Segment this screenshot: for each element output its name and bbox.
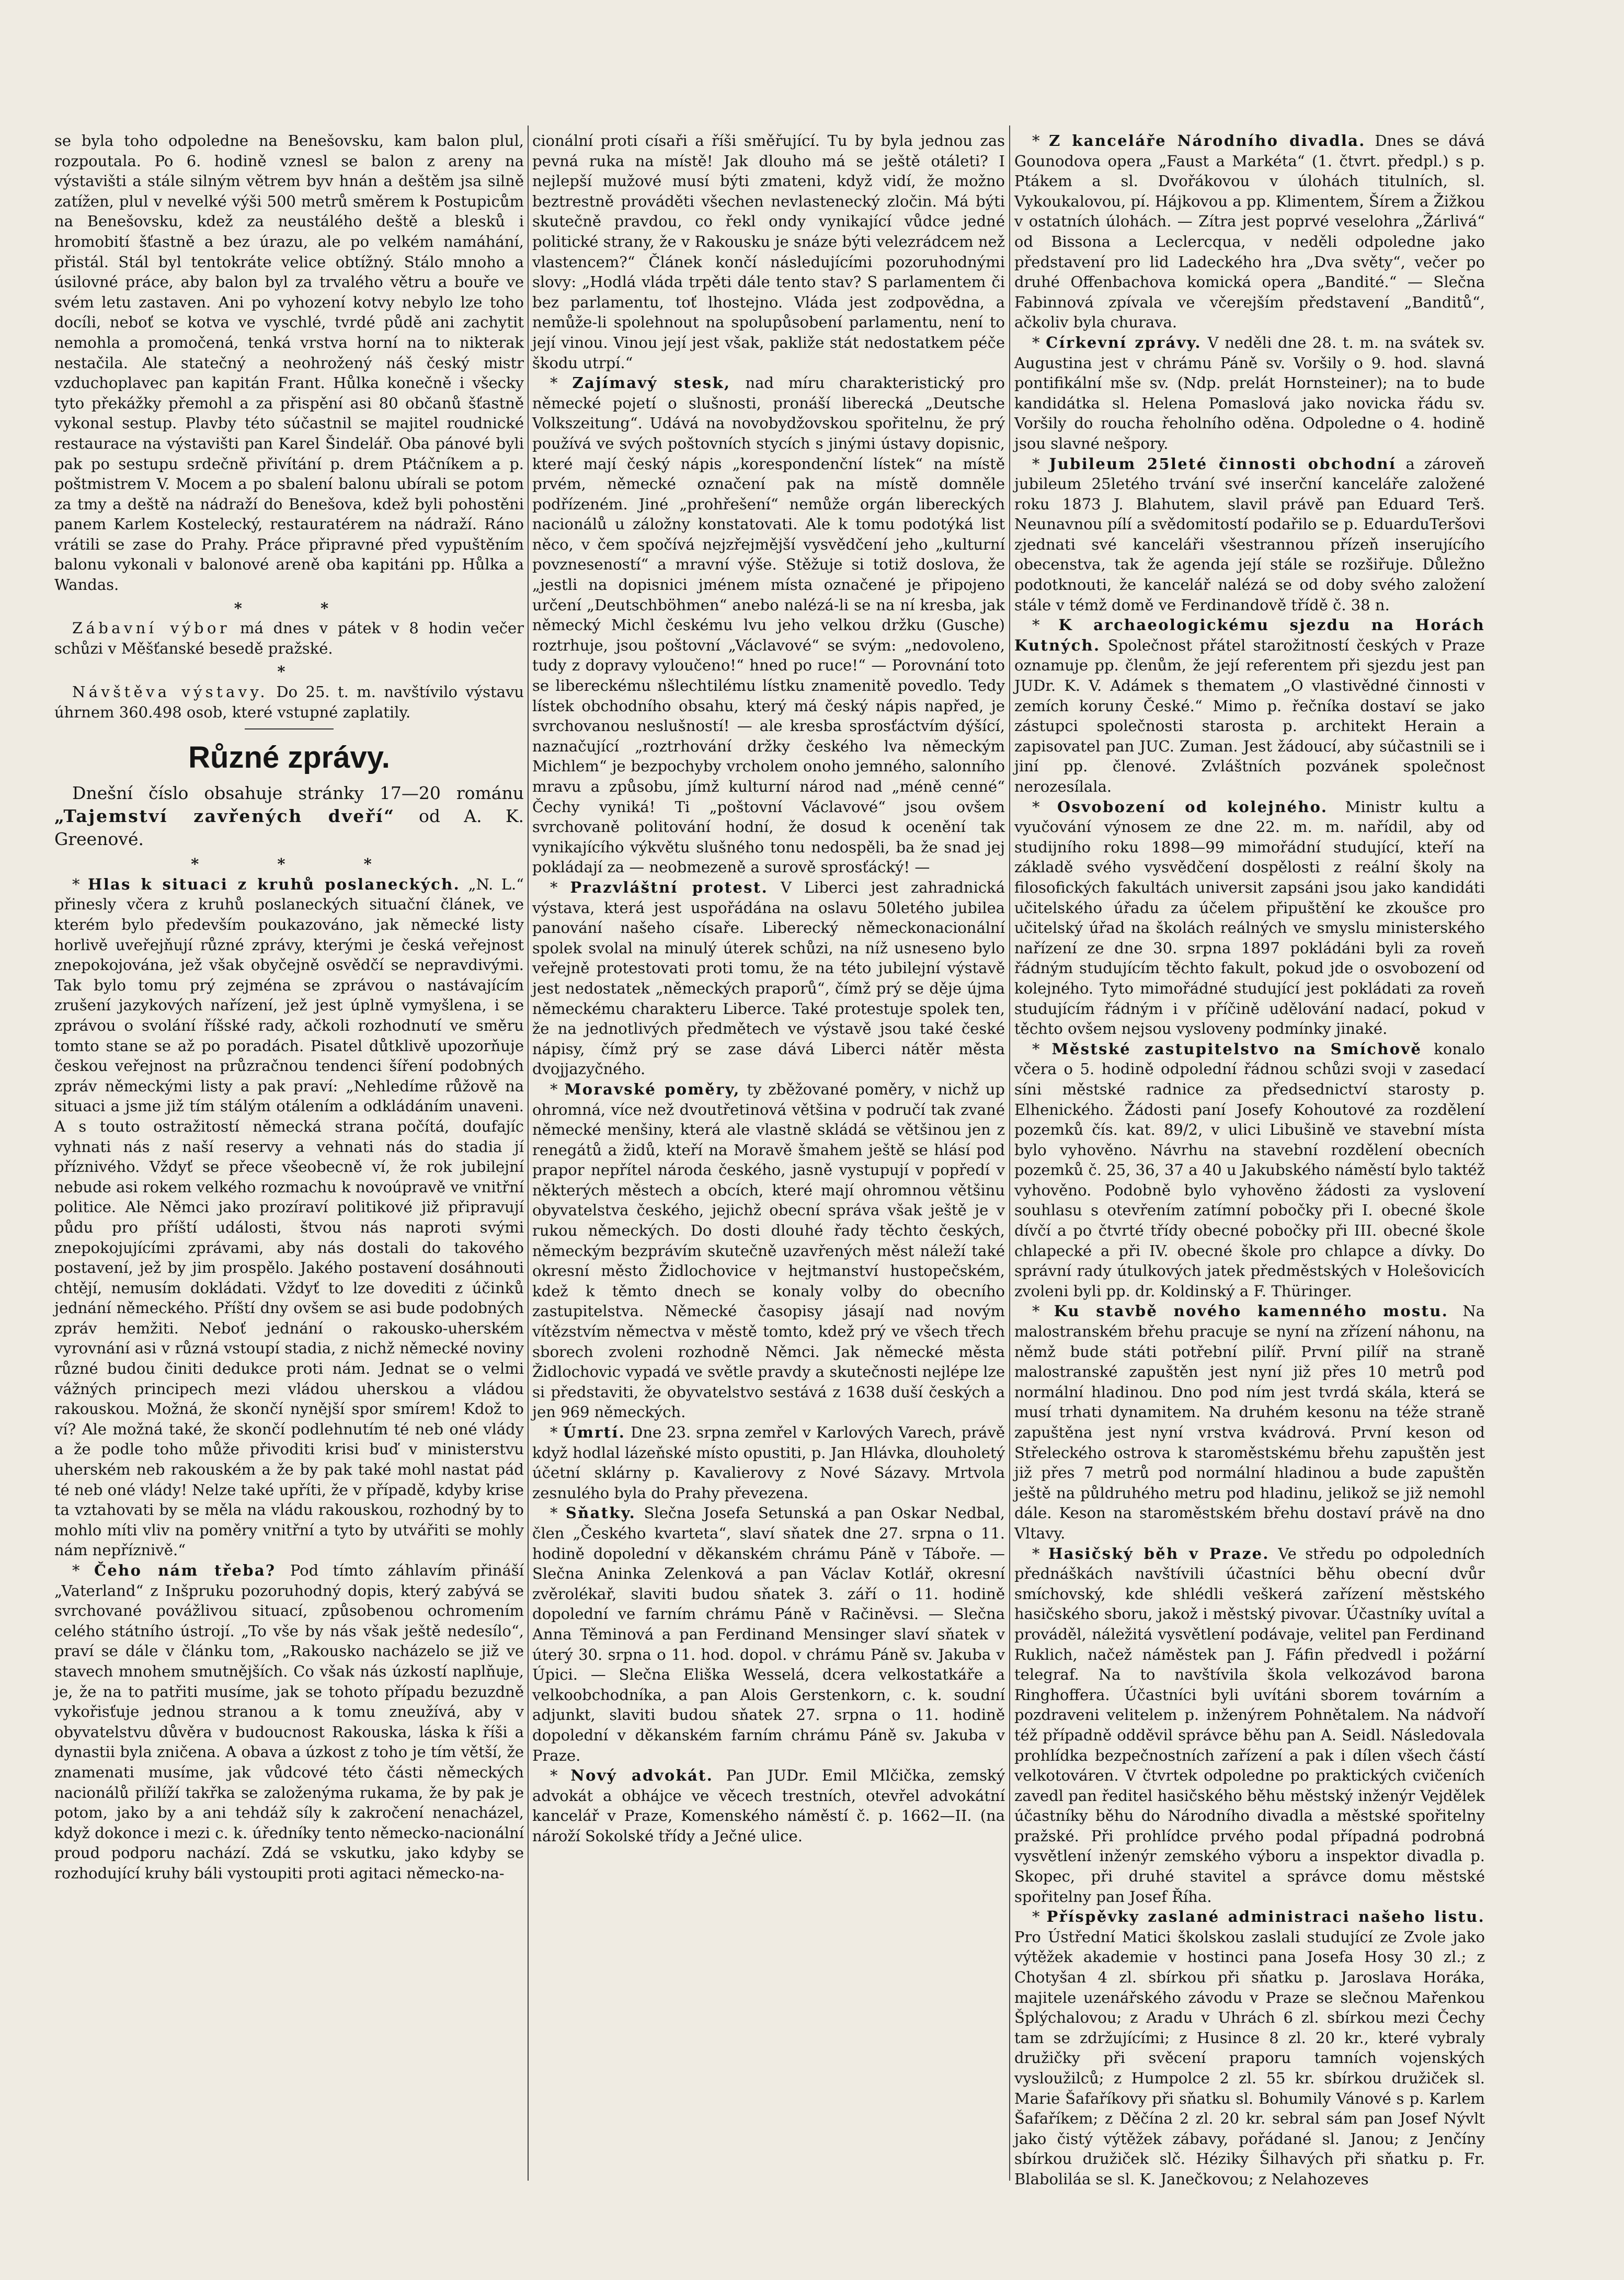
article-heading: Hlas k situaci z kruhů poslaneckých. xyxy=(87,875,460,893)
notice-exhibition-attendance xyxy=(54,682,524,722)
article-obituary: * Úmrtí. Dne 23. srpna zemřel v Karlových Varech, právě když hodlal lázeňské místo opustiti, p. Jan Hlávka, dlouholetý účetní sklárny p. Kavalierovy z Nové Sázavy. Mrtvola zesnulého byla do Prahy převezena. xyxy=(532,1423,1005,1502)
article-text: Pro Ústřední Matici školskou zaslali studující ze Zvole jako výtěžek akademie v hostinci pana Josefa Hosy 30 zl.; z Chotyšan 4 zl. sbírkou při sňatku p. Jaroslava Horáka, majitele uzenářského závodu v Praze se slečnou Mařenkou Šplýchalovou; z Aradu v Uhrách 6 zl. sbírkou mezi Čechy tam se zdržujícími; z Husince 8 zl. 20 kr., které vybraly družičky při svěcení praporu tamních vojenských vysloužilců; z Humpolce 2 zl. 55 kr. sbírkou družiček sl. Marie Šafaříkovy při sňatku sl. Bohumily Vánové s p. Karlem Šafaříkem; z Děčína 2 zl. 20 kr. sebral sám pan Josef Nývlt jako čistý výtěžek zábavy, pořádané sl. Janou; z Jenčíny sbírkou družiček slč. Héziky Šilhavých při sňatku p. Fr. Blaboliláa se sl. K. Janečkovou; z Nelahozeves xyxy=(1014,1928,1485,2188)
article-text: konalo včera o 5. hodině odpolední řádnou schůzi svoji v zasedací síni městské radnice za předsednictví starosty p. Elhenického. Žádosti paní Josefy Kohoutové za rozdělení pozemků čís. kat. 89/2, v ulici Libušině ve stavební místa bylo vyhověno. Návrhu na stavební rozdělení obecních pozemků č. 25, 36, 37 a 40 u Jakubského náměstí bylo taktéž vyhověno. Podobně bylo vyhověno žádosti za vyslovení souhlasu s otevřením zatímní pobočky při I. obecné škole dívčí a po čtvrté třídy obecné pobočky při III. obecné škole chlapecké a při IV. obecné škole pro chlapce a dívky. Do správní rady útulkových jatek předměstských v Holešovicích zvoleni byli pp. dr. Koldinský a F. Thüringer. xyxy=(1014,1040,1485,1300)
article-text: V Liberci jest zahradnická výstava, která jest uspořádána na oslavu 50letého jubilea panování našeho císaře. Liberecký německonacionální spolek svolal na minulý úterek schůzi, na níž usneseno bylo veřejně protestovati proti tomu, že na této jubilejní výstavě jest nedostatek „německých praporů“, čímž prý se děje újma německému charakteru Liberce. Také protestuje spolek ten, že na jednotlivých předmětech ve výstavě jsou také české nápisy, čímž prý se zase dává Liberci nátěr města dvojjazyčného. xyxy=(532,878,1005,1078)
notice-heading: Návštěva výstavy. xyxy=(72,683,268,701)
article-text: Na malostranském břehu pracuje se nyní na zřízení náhonu, na němž bude státi potřební pilíř. První pilíř na straně malostranské zapuštěn jest nyní již přes 10 metrů pod normální hladinou. Dno pod ním jest tvrdá skála, která se musí trhati dynamitem. Na druhém kesonu na téže straně zapuštěna jest nyní vrstva kvádrová. První keson od Střeleckého ostrova k staroměstskému břehu zapuštěn jest již přes 7 metrů pod normální hladinou a bude zapuštěn ještě na půldruhého metru pod hladinu, jelikož se již nemohl dále. Keson na staroměstském břehu dostaví právě na dno Vltavy. xyxy=(1014,1302,1485,1542)
notice-text: Do 25. t. m. navštívilo výstavu úhrnem 360.498 osob, které vstupné zaplatily. xyxy=(54,683,524,721)
article-new-lawyer: * Nový advokát. Pan JUDr. Emil Mlčička, zemský advokát a obhájce ve věcech trestních, otevřel advokátní kancelář v Praze, Komenského náměstí č. p. 1662—II. (na nároží Sokolské třídy a Ječné ulice. xyxy=(532,1766,1005,1845)
article-archaeology-congress: * K archaeologickému sjezdu na Horách Kutných. Společnost přátel starožitností českých v Praze oznamuje pp. členům, že její referentem při sjezdu jest pan JUDr. K. V. Adámek s thematem „O vlastivědné činnosti v zemích koruny České.“ Mimo p. řečníka dostaví se jako zástupci společnosti starosta p. architekt Herain a zapisovatel pan JUC. Zuman. Jest žádoucí, aby súčastnili se i jiní pp. členové. Zvláštních pozvánek společnost nerozesílala. xyxy=(1014,616,1485,795)
article-text: Společnost přátel starožitností českých v Praze oznamuje pp. členům, že její referentem při sjezdu jest pan JUDr. K. V. Adámek s thematem „O vlastivědné činnosti v zemích koruny České.“ Mimo p. řečníka dostaví se jako zástupci společnosti starosta p. architekt Herain a zapisovatel pan JUC. Zuman. Jest žádoucí, aby súčastnili se i jiní pp. členové. Zvláštních pozvánek společnost nerozesílala. xyxy=(1014,636,1485,795)
article-interesting-complaint: * Zajímavý stesk, nad míru charakteristický pro německé pojetí o slušnosti, pronáší liberecká „Deutsche Volkszeitung“. Udává na novobydžovskou spořitelnu, že prý používá ve svých poštovních stycích s jinými ústavy dopisnic, které mají český nápis „korespondenční lístek“ na místě prvém, německé označení pak na místě domněle podřízeném. Jiné „prohřešení“ nemůže orgán libereckých nacionálů u záložny konstatovati. Ale k tomu podotýká list něco, v čem spočívá nejzřejmější vysvědčení jeho „kulturní povzneseností“ a mravní výše. Stěžuje si totiž doslova, že „jestli na dopisnici jménem místa označené je připojeno určení „Deutschböhmen“ anebo nalézá-li se na ní kresba, jak německý Michl českému lvu jeho velkou držku (Gusche) roztrhuje, jsou poštovní „Václavové“ se svým: „nedovoleno, tudy z dopravy vyloučeno!“ hned po ruce!“ — Porovnání toto se libereckému nšlechtilému lístku znamenitě povedlo. Tedy lístek obchodního obsahu, který má český nápis napřed, je svrchovanou neslušností! — ale kresba sprosťáctvím dýšící, naznačující „roztrhování držky českého lva německým Michlem“ je bezpochyby vrcholem onoho jemného, salonního mravu a způsobu, jímž kulturní národ nad „méně cenné“ Čechy vyniká! Ti „poštovní Václavové“ jsou ovšem svrchovaně politování hodní, že dosud k ocenění tak vynikajícího výkvětu slušného tonu nedospěli, ba že snad jej pokládají za — neobmezeně a surově sprosťácký! — xyxy=(532,374,1005,876)
article-text: V neděli dne 28. t. m. na svátek sv. Augustina jest v chrámu Páně sv. Voršily o 9. hod. slavná pontifikální mše sv. (Ndp. prelát Hornsteiner); na to bude kandidátka sl. Helena Pomaslová jako novicka řádu sv. Voršily do roucha řeholního oděna. Odpoledne o 4. hodině jsou slavné nešpory. xyxy=(1014,333,1485,452)
article-strange-protest: * Prazvláštní protest. V Liberci jest zahradnická výstava, která jest uspořádána na oslavu 50letého jubilea panování našeho císaře. Liberecký německonacionální spolek svolal na minulý úterek schůzi, na níž usneseno bylo veřejně protestovati proti tomu, že na této jubilejní výstavě jest nedostatek „německých praporů“, čímž prý se děje újma německému charakteru Liberce. Také protestuje spolek ten, že na jednotlivých předmětech ve výstavě jsou také české nápisy, čímž prý se zase dává Liberci nátěr města dvojjazyčného. xyxy=(532,878,1005,1078)
article-national-theatre: * Z kanceláře Národního divadla. Dnes se dává Gounodova opera „Faust a Markéta“ (1. čtvrt. předpl.) s p. Ptákem a sl. Dvořákovou v úlohách titulních, sl. Vykoukalovou, pí. Hájkovou a pp. Klimentem, Šírem a Žižkou v ostatních úlohách. — Zítra jest poprvé veselohra „Žárlivá“ od Bissona a Leclercqua, v neděli odpoledne jako představení pro lid Ladeckého hra „Dva světy“, večer po druhé Offenbachova komická opera „Bandité.“ — Slečna Fabinnová zpívala ve včerejším představení „Banditů“, ačkoliv byla churava. xyxy=(1014,132,1485,332)
separator-stars: * * * xyxy=(191,855,408,873)
column-rule xyxy=(1009,126,1010,2181)
novel-title: „Tajemství zavřených dveří“ xyxy=(54,806,395,827)
article-text: Pan JUDr. Emil Mlčička, zemský advokát a obhájce ve věcech trestních, otevřel advokátní kancelář v Praze, Komenského náměstí č. p. 1662—II. (na nároží Sokolské třídy a Ječné ulice. xyxy=(532,1766,1005,1845)
article-what-we-need: * Čeho nám třeba? Pod tímto záhlavím přináší „Vaterland“ z Inšpruku pozoruhodný dopis, který zabývá se svrchované povážlivou situací, způsobenou ochromením celého státního ústrojí. „To vše by nás však ještě nedesílo“, praví se dále v článku tom, „Rakousko nacházelo se již ve stavech mnohem smutnějších. Co však nás úzkostí naplňuje, je, že na to patřiti musíme, jak se tohoto případu bezuzdně vykořisťuje jednou stranou a k tomu zneužívá, aby v obyvatelstvu důvěra v budoucnost Rakouska, láska k říši a dynastii byla zničena. A obava a úzkost z toho je tím větší, že znamenati musíme, jak vůdcové této části německých nacionálů přilíží takřka se založenýma rukama, že by pak je potom, jako by a ani tehdáž síly k zakročení nenacházel, když dokonce i mezi c. k. úředníky tento německo-nacionální proud podporu nachází. Zdá se vskutku, jako kdyby se rozhodující kruhy báli vystoupiti proti agitaci německo-na- xyxy=(54,1561,524,1882)
article-text: Slečna Josefa Setunská a pan Oskar Nedbal, člen „Českého kvarteta“, slaví sňatek dne 27. srpna o 11. hodině dopolední v děkanském chrámu Páně v Táboře. — Slečna Aninka Zelenková a pan Václav Kotlář, okresní zvěrolékař, slaviti budou sňatek 3. září o 11. hodině dopolední ve farním chrámu Páně v Račiněvsi. — Slečna Anna Těminová a pan Ferdinand Mensinger slaví sňatek v úterý 30. srpna o 11. hod. dopol. v chrámu Páně sv. Jakuba v Úpici. — Slečna Eliška Wesselá, dcera velkostatkáře a velkoobchodníka, a pan Alois Gerstenkorn, c. k. soudní adjunkt, slaviti budou sňatek 27. srpna o 11. hodině dopolední v děkanském farním chrámu Páně sv. Jakuba v Praze. xyxy=(532,1504,1005,1764)
article-business-jubilee: * Jubileum 25leté činnosti obchodní a zároveň jubileum 25letého trvání své inserční kanceláře založené roku 1873 J. Blahutem, slavil právě pan Eduard Terš. Neunavnou pílí a svědomitostí podařilo se p. EduarduTeršovi zjednati své kanceláři všestrannou přízeň inserujícího obecenstva, tak že agenda její stále se rozšiřuje. Důležno podotknouti, že kancelář nalézá se od doby svého založení stále v témž domě ve Ferdinandově třídě č. 38 n. xyxy=(1014,454,1485,614)
notice-heading: Zábavní výbor xyxy=(72,619,231,637)
article-text: ty zběžované poměry, v nichž up ohromná, více než dvoutřetinová většina v područí tak zvané německé menšiny, která ale vlastně skládá se většinou jen z renegátů a židů, kteří na Moravě šmahem ještě se hlásí pod prapor nepřítel národa českého, jasně vystupují v popředí v některých městech a obcích, které mají ohromnou většinu obyvatelstva českého, jejichž obecní správa však ještě je v rukou německých. Do dosti dlouhé řady těchto českých, německým bezprávím skutečně uzavřených měst náleží také okresní město Židlochovice v hejtmanství hustopečském, kdež k těmto dnech se konaly volby do obecního zastupitelstva. Německé časopisy jásají nad novým vítězstvím němectva v městě tomto, kdež prý ve všech třech sborech zvoleni rozhodně Němci. Jak německé města Židlochovic vypadá ve světle pravdy a skutečnosti nejlépe lze si představiti, že obyvatelstvo sestává z 1638 duší českých a jen 969 německých. xyxy=(532,1080,1005,1421)
column-rule xyxy=(528,126,529,2181)
article-heading: Moravské poměry, xyxy=(564,1080,740,1098)
article-text: a zároveň jubileum 25letého trvání své inserční kanceláře založené roku 1873 J. Blahutem, slavil právě pan Eduard Terš. Neunavnou pílí a svědomitostí podařilo se p. EduarduTeršovi zjednati své kanceláři všestrannou přízeň inserujícího obecenstva, tak že agenda její stále se rozšiřuje. Důležno podotknouti, že kancelář nalézá se od doby svého založení stále v témž domě ve Ferdinandově třídě č. 38 n. xyxy=(1014,454,1485,614)
article-heading: K archaeologickému sjezdu na Horách Kutných. xyxy=(1014,616,1485,654)
separator-stars: * * xyxy=(234,599,365,617)
column-3 xyxy=(1014,131,1485,2188)
article-heading: Jubileum 25leté činnosti obchodní xyxy=(1049,454,1397,473)
separator-stars: * xyxy=(277,663,322,681)
article-moravian-conditions: * Moravské poměry, ty zběžované poměry, v nichž up ohromná, více než dvoutřetinová většina v područí tak zvané německé menšiny, která ale vlastně skládá se většinou jen z renegátů a židů, kteří na Moravě šmahem ještě se hlásí pod prapor nepřítel národa českého, jasně vystupují v popředí v některých městech a obcích, které mají ohromnou většinu obyvatelstva českého, jejichž obecní správa však ještě je v rukou německých. Do dosti dlouhé řady těchto českých, německým bezprávím skutečně uzavřených měst náleží také okresní město Židlochovice v hejtmanství hustopečském, kdež k těmto dnech se konaly volby do obecního zastupitelstva. Německé časopisy jásají nad novým vítězstvím němectva v městě tomto, kdež prý ve všech třech sborech zvoleni rozhodně Němci. Jak německé města Židlochovic vypadá ve světle pravdy a skutečnosti nejlépe lze si představiti, že obyvatelstvo sestává z 1638 duší českých a jen 969 německých. xyxy=(532,1080,1005,1421)
article-heading: Církevní zprávy. xyxy=(1046,333,1202,351)
article-heading: Městské zastupitelstvo na Smíchově xyxy=(1051,1040,1422,1058)
article-text: Ve středu po odpoledních přednáškách navštívili účastníci běhu obecní dvůr smíchovský, kde shlédli veškerá zařízení městského hasičského sboru, jakož i městský pivovar. Účastníky uvítal a prováděl, náležitá vysvětlení podávaje, velitel pan Ferdinand Ruklich, načež náměstek pan J. Fáfin předvedl i požární telegraf. Na to navštívila škola velkozávod barona Ringhoffera. Účastníci byli uvítáni sborem továrním a pozdraveni velitelem p. inženýrem Pohnětalem. Na nádvoří též případně odděvil správce běhu pan A. Seidl. Následovala prohlídka bezpečnostních zařízení a pak i dílen všech částí velkotováren. V čtvrtek odpoledne po praktických cvičeních zavedl pan ředitel hasičského běhu městský inženýr Vejdělek účastníky běhu do Národního divadla a městské spořitelny pražské. Při prohlídce prvého podal případná podrobná vysvětlení inženýr zemského výboru a inspektor divadla p. Skopec, při druhé stavitel a správce domu městské spořitelny pan Josef Říha. xyxy=(1014,1544,1485,1906)
article-heading: Čeho nám třeba? xyxy=(94,1561,276,1579)
supplement-text: Dnešní číslo obsahuje stránky 17—20 románu xyxy=(72,783,524,804)
article-tuition-exemption: * Osvobození od kolejného. Ministr kultu a vyučování výnosem ze dne 22. m. m. nařídil, aby od studijního roku 1898—99 mimořádní studující, kteří na základě svého vysvědčení dospělosti z reální školy na filosofických fakultách universit zapsáni jsou jako kandidáti učitelského úřadu za účelem připuštění ke zkoušce pro učitelský úřad na školách reálných ve smyslu ministerského nařízení ze dne 30. srpna 1897 pokládáni byli za roveň řádným studujícím těchto fakult, pokud jde o osvobození od kolejného. Tyto mimořádné studující jest pokládati za roveň studujícím řádným i v příčině udělování nadací, pokud v těchto ovšem nejsou vysloveny podmínky jinaké. xyxy=(1014,797,1485,1038)
article-text: Dnes se dává Gounodova opera „Faust a Markéta“ (1. čtvrt. předpl.) s p. Ptákem a sl. Dvořákovou v úlohách titulních, sl. Vykoukalovou, pí. Hájkovou a pp. Klimentem, Šírem a Žižkou v ostatních úlohách. — Zítra jest poprvé veselohra „Žárlivá“ od Bissona a Leclercqua, v neděli odpoledne jako představení pro lid Ladeckého hra „Dva světy“, večer po druhé Offenbachova komická opera „Bandité.“ — Slečna Fabinnová zpívala ve včerejším představení „Banditů“, ačkoliv byla churava. xyxy=(1014,132,1485,332)
article-text: Pod tímto záhlavím přináší „Vaterland“ z Inšpruku pozoruhodný dopis, který zabývá se svrchované povážlivou situací, způsobenou ochromením celého státního ústrojí. „To vše by nás však ještě nedesílo“, praví se dále v článku tom, „Rakousko nacházelo se již ve stavech mnohem smutnějších. Co však nás úzkostí naplňuje, je, že na to patřiti musíme, jak se tohoto případu bezuzdně vykořisťuje jednou stranou a k tomu zneužívá, aby v obyvatelstvu důvěra v budoucnost Rakouska, láska k říši a dynastii byla zničena. A obava a úzkost z toho je tím větší, že znamenati musíme, jak vůdcové této části německých nacionálů přilíží takřka se založenýma rukama, že by pak je potom, jako by a ani tehdáž síly k zakročení nenacházel, když dokonce i mezi c. k. úředníky tento německo-nacionální proud podporu nachází. Zdá se vskutku, jako kdyby se rozhodující kruhy báli vystoupiti proti agitaci německo-na- xyxy=(54,1561,524,1882)
notice-entertainment-committee xyxy=(54,618,524,658)
supplement-notice xyxy=(54,782,524,851)
section-divider xyxy=(245,728,334,729)
article-church-news: * Církevní zprávy. V neděli dne 28. t. m. na svátek sv. Augustina jest v chrámu Páně sv. Voršily o 9. hod. slavná pontifikální mše sv. (Ndp. prelát Hornsteiner); na to bude kandidátka sl. Helena Pomaslová jako novicka řádu sv. Voršily do roucha řeholního oděna. Odpoledne o 4. hodině jsou slavné nešpory. xyxy=(1014,333,1485,452)
article-text: „N. L.“ přinesly včera z kruhů poslaneckých situační článek, ve kterém bylo především poukazováno, jak německé listy horlivě uveřejňují různé zprávy, kterými je česká veřejnost znepokojována, jež však obyčejně osvědčí se nepravdivými. Tak bylo tomu prý zejména se zprávou o nastávajícím zrušení jazykových nařízení, jež jest úplně vymyšlena, i se zprávou o svolání říšské rady, ačkoli rozhodnutí ve směru tomto stane se až po poradách. Pisatel důtklivě upozorňuje českou veřejnost na průzračnou tendenci šíření podobných zpráv německými listy a pak praví: „Nehledíme růžově na situaci a jsme již tím stálým otálením a odkládáním unaveni. A s touto ostražitostí německá strana počítá, doufajíc vyhnati nás z naší reservy a vehnati nás do stadia jí příznivého. Vždyť se přece všeobecně ví, že rok jubilejní nebude asi rokem velkého rozmachu k novoúpravě ve vnitřní politice. Ale Němci jako prozíraví politikové již připravují půdu pro příští události, štvou nás naproti svými znepokojujícími zprávami, aby nás dostali do takového postavení, jež by jim prospělo. Jakého postavení dosáhnouti chtějí, nemusím dokládati. Vždyť to lze dovediti z účinků jednání německého. Příští dny ovšem se asi bude podobných zpráv hemžiti. Neboť jednání o rakousko-uherském vyrovnání asi v různá vstoupí stadia, z nichž německé noviny různé budou činiti dedukce proti nám. Jednat se o velmi vážných principech mezi vládou uherskou a vládou rakouskou. Možná, že skončí nynější spor smírem! Kdož to ví? Ale možná také, že skončí podlehnutím té neb oné vlády a že podle toho může přivoditi krisi buď v ministerstvu uherském neb rakouském a že by pak také mohl nastat pád té neb oné vlády! Nelze také upříti, že v případě, kdyby krise ta vztahovati by se měla na vládu rakouskou, rozhodný by to mohlo míti vliv na poměry vnitřní a tyto by utvářiti se mohly nám nepříznivě.“ xyxy=(54,875,524,1559)
article-heading: Příspěvky zaslané administraci našeho listu. xyxy=(1046,1908,1485,1926)
article-heading: Zajímavý stesk, xyxy=(572,374,731,392)
column-1 xyxy=(54,131,524,2175)
article-heading: Nový advokát. xyxy=(570,1766,714,1785)
supplement-author: od A. K. Greenové. xyxy=(54,806,524,850)
article-heading: Z kanceláře Národního divadla. xyxy=(1049,132,1366,150)
article-heading: Úmrtí. xyxy=(563,1423,626,1441)
article-weddings: * Sňatky. Slečna Josefa Setunská a pan Oskar Nedbal, člen „Českého kvarteta“, slaví sňatek dne 27. srpna o 11. hodině dopolední v děkanském chrámu Páně v Táboře. — Slečna Aninka Zelenková a pan Václav Kotlář, okresní zvěrolékař, slaviti budou sňatek 3. září o 11. hodině dopolední ve farním chrámu Páně v Račiněvsi. — Slečna Anna Těminová a pan Ferdinand Mensinger slaví sňatek v úterý 30. srpna o 11. hod. dopol. v chrámu Páně sv. Jakuba v Úpici. — Slečna Eliška Wesselá, dcera velkostatkáře a velkoobchodníka, a pan Alois Gerstenkorn, c. k. soudní adjunkt, slaviti budou sňatek 27. srpna o 11. hodině dopolední v děkanském farním chrámu Páně sv. Jakuba v Praze. xyxy=(532,1504,1005,1764)
article-heading: Sňatky. xyxy=(565,1504,636,1522)
column-2 xyxy=(532,131,1005,2175)
article-heading: Hasičský běh v Praze. xyxy=(1048,1544,1270,1563)
article-text: Ministr kultu a vyučování výnosem ze dne 22. m. m. nařídil, aby od studijního roku 1898—99 mimořádní studující, kteří na základě svého vysvědčení dospělosti z reální školy na filosofických fakultách universit zapsáni jsou jako kandidáti učitelského úřadu za účelem připuštění ke zkoušce pro učitelský úřad na školách reálných ve smyslu ministerského nařízení ze dne 30. srpna 1897 pokládáni byli za roveň řádným studujícím těchto fakult, pokud jde o osvobození od kolejného. Tyto mimořádné studující jest pokládati za roveň studujícím řádným i v příčině udělování nadací, pokud v těchto ovšem nejsou vysloveny podmínky jinaké. xyxy=(1014,797,1485,1038)
article-balloon-continued: se byla toho odpoledne na Benešovsku, kam balon plul, rozpoutala. Po 6. hodině vznesl se balon z areny na výstavišti a stále silným větrem byv hnán a deštěm jsa silně zatížen, plul v nevelké výši 500 metrů směrem k Postupicům na Benešovsku, kdež za neustálého deště a blesků i hromobití šťastně a bez úrazu, ale po velkém namáhání, přistál. Stál byl tentokráte velice obtížný. Stálo mnoho a úsilovné práce, aby balon byl za trvalého větru a bouře ve svém letu zastaven. Ani po vyhození kotvy nebylo lze toho docíli, neboť se kotva ve vyschlé, tvrdé půdě ani zachytit nemohla a promočená, tenká vrstva horní na to nikterak nestačila. Ale statečný a neohrožený náš český mistr vzduchoplavec pan kapitán Frant. Hůlka konečně i všecky tyto překážky přemohl a za přispění asi 80 občanů šťastně vykonal sestup. Plavby této súčastnil se majitel roudnické restaurace na výstavišti pan Karel Šindelář. Oba pánové byli pak po sestupu srdečně přivítání p. drem Ptáčníkem a p. poštmistrem V. Mocem a po sbalení balonu ubírali se potom za tmy a deště na nádraží do Benešova, kdež byli pohostěni panem Karlem Kostelecký, restauratérem na nádraží. Ráno vrátili se zase do Prahy. Práce připravné před vypuštěním balonu vykonali v balonové areně oba kapitáni pp. Hůlka a Wandas. xyxy=(54,132,524,594)
article-heading: Osvobození od kolejného. xyxy=(1057,797,1328,816)
article-heading: Prazvláštní protest. xyxy=(570,878,769,896)
article-contributions: * Příspěvky zaslané administraci našeho listu. Pro Ústřední Matici školskou zaslali studující ze Zvole jako výtěžek akademie v hostinci pana Josefa Hosy 30 zl.; z Chotyšan 4 zl. sbírkou při sňatku p. Jaroslava Horáka, majitele uzenářského závodu v Praze se slečnou Mařenkou Šplýchalovou; z Aradu v Uhrách 6 zl. sbírkou mezi Čechy tam se zdržujícími; z Husince 8 zl. 20 kr., které vybraly družičky při svěcení praporu tamních vojenských vysloužilců; z Humpolce 2 zl. 55 kr. sbírkou družiček sl. Marie Šafaříkovy při sňatku sl. Bohumily Vánové s p. Karlem Šafaříkem; z Děčína 2 zl. 20 kr. sebral sám pan Josef Nývlt jako čistý výtěžek zábavy, pořádané sl. Janou; z Jenčíny sbírkou družiček slč. Héziky Šilhavých při sňatku p. Fr. Blaboliláa se sl. K. Janečkovou; z Nelahozeves xyxy=(1014,1908,1485,2188)
article-text: nad míru charakteristický pro německé pojetí o slušnosti, pronáší liberecká „Deutsche Volkszeitung“. Udává na novobydžovskou spořitelnu, že prý používá ve svých poštovních stycích s jinými ústavy dopisnic, které mají český nápis „korespondenční lístek“ na místě prvém, německé označení pak na místě domněle podřízeném. Jiné „prohřešení“ nemůže orgán libereckých nacionálů u záložny konstatovati. Ale k tomu podotýká list něco, v čem spočívá nejzřejmější vysvědčení jeho „kulturní povzneseností“ a mravní výše. Stěžuje si totiž doslova, že „jestli na dopisnici jménem místa označené je připojeno určení „Deutschböhmen“ anebo nalézá-li se na ní kresba, jak německý Michl českému lvu jeho velkou držku (Gusche) roztrhuje, jsou poštovní „Václavové“ se svým: „nedovoleno, tudy z dopravy vyloučeno!“ hned po ruce!“ — Porovnání toto se libereckému nšlechtilému lístku znamenitě povedlo. Tedy lístek obchodního obsahu, který má český nápis napřed, je svrchovanou neslušností! — ale kresba sprosťáctvím dýšící, naznačující „roztrhování držky českého lva německým Michlem“ je bezpochyby vrcholem onoho jemného, salonního mravu a způsobu, jímž kulturní národ nad „méně cenné“ Čechy vyniká! Ti „poštovní Václavové“ jsou ovšem svrchovaně politování hodní, že dosud k ocenění tak vynikajícího výkvětu slušného tonu nedospěli, ba že snad jej pokládají za — neobmezeně a surově sprosťácký! — xyxy=(532,374,1005,876)
article-text: Dne 23. srpna zemřel v Karlových Varech, právě když hodlal lázeňské místo opustiti, p. Jan Hlávka, dlouholetý účetní sklárny p. Kavalierovy z Nové Sázavy. Mrtvola zesnulého byla do Prahy převezena. xyxy=(532,1423,1005,1502)
notice-text: má dnes v pátek v 8 hodin večer schůzi v Měšťanské besedě pražské. xyxy=(54,619,524,657)
article-smichov-council: * Městské zastupitelstvo na Smíchově konalo včera o 5. hodině odpolední řádnou schůzi svoji v zasedací síni městské radnice za předsednictví starosty p. Elhenického. Žádosti paní Josefy Kohoutové za rozdělení pozemků čís. kat. 89/2, v ulici Libušině ve stavební místa bylo vyhověno. Návrhu na stavební rozdělení obecních pozemků č. 25, 36, 37 a 40 u Jakubského náměstí bylo taktéž vyhověno. Podobně bylo vyhověno žádosti za vyslovení souhlasu s otevřením zatímní pobočky při I. obecné škole dívčí a po čtvrté třídy obecné pobočky při III. obecné škole chlapecké a při IV. obecné škole pro chlapce a dívky. Do správní rady útulkových jatek předměstských v Holešovicích zvoleni byli pp. dr. Koldinský a F. Thüringer. xyxy=(1014,1040,1485,1300)
article-parliament-voice: * Hlas k situaci z kruhů poslaneckých. „N. L.“ přinesly včera z kruhů poslaneckých situační článek, ve kterém bylo především poukazováno, jak německé listy horlivě uveřejňují různé zprávy, kterými je česká veřejnost znepokojována, jež však obyčejně osvědčí se nepravdivými. Tak bylo tomu prý zejména se zprávou o nastávajícím zrušení jazykových nařízení, jež jest úplně vymyšlena, i se zprávou o svolání říšské rady, ačkoli rozhodnutí ve směru tomto stane se až po poradách. Pisatel důtklivě upozorňuje českou veřejnost na průzračnou tendenci šíření podobných zpráv německými listy a pak praví: „Nehledíme růžově na situaci a jsme již tím stálým otálením a odkládáním unaveni. A s touto ostražitostí německá strana počítá, doufajíc vyhnati nás z naší reservy a vehnati nás do stadia jí příznivého. Vždyť se přece všeobecně ví, že rok jubilejní nebude asi rokem velkého rozmachu k novoúpravě ve vnitřní politice. Ale Němci jako prozíraví politikové již připravují půdu pro příští události, štvou nás naproti svými znepokojujícími zprávami, aby nás dostali do takového postavení, jež by jim prospělo. Jakého postavení dosáhnouti chtějí, nemusím dokládati. Vždyť to lze dovediti z účinků jednání německého. Příští dny ovšem se asi bude podobných zpráv hemžiti. Neboť jednání o rakousko-uherském vyrovnání asi v různá vstoupí stadia, z nichž německé noviny různé budou činiti dedukce proti nám. Jednat se o velmi vážných principech mezi vládou uherskou a vládou rakouskou. Možná, že skončí nynější spor smírem! Kdož to ví? Ale možná také, že skončí podlehnutím té neb oné vlády a že podle toho může přivoditi krisi buď v ministerstvu uherském neb rakouském a že by pak také mohl nastat pád té neb oné vlády! Nelze také upříti, že v případě, kdyby krise ta vztahovati by se měla na vládu rakouskou, rozhodný by to mohlo míti vliv na poměry vnitřní a tyto by utvářiti se mohly nám nepříznivě.“ xyxy=(54,875,524,1559)
article-what-we-need-continued: cionální proti císaři a říši směřující. Tu by byla jednou zas pevná ruka na místě! Jak dlouho má se ještě otáleti? I nejlepší mužové musí býti zmateni, když vidí, že možno beztrestně prováděti všechen nevlastenecký zločin. Má býti skutečně pravdou, co řekl ondy vynikající vůdce jedné politické strany, že v Rakousku je snáze býti velezrádcem než vlastencem?“ Článek končí následujícími pozoruhodnými slovy: „Hodlá vláda trpěti dále tento stav? S parlamentem či bez parlamentu, toť lhostejno. Vláda jest zodpovědna, a nemůže-li spolehnout na spolupůsobení parlamentu, není to její vinou. Vinou její jest však, pakliže stát nedostatkem péče škodu utrpí.“ xyxy=(532,132,1005,372)
article-heading: Ku stavbě nového kamenného mostu. xyxy=(1054,1302,1449,1320)
article-stone-bridge: * Ku stavbě nového kamenného mostu. Na malostranském břehu pracuje se nyní na zřízení náhonu, na němž bude státi potřební pilíř. První pilíř na straně malostranské zapuštěn jest nyní již přes 10 metrů pod normální hladinou. Dno pod ním jest tvrdá skála, která se musí trhati dynamitem. Na druhém kesonu na téže straně zapuštěna jest nyní vrstva kvádrová. První keson od Střeleckého ostrova k staroměstskému břehu zapuštěn jest již přes 7 metrů pod normální hladinou a bude zapuštěn ještě na půldruhého metru pod hladinu, jelikož se již nemohl dále. Keson na staroměstském břehu dostaví právě na dno Vltavy. xyxy=(1014,1302,1485,1542)
article-firefighters-course: * Hasičský běh v Praze. Ve středu po odpoledních přednáškách navštívili účastníci běhu obecní dvůr smíchovský, kde shlédli veškerá zařízení městského hasičského sboru, jakož i městský pivovar. Účastníky uvítal a prováděl, náležitá vysvětlení podávaje, velitel pan Ferdinand Ruklich, načež náměstek pan J. Fáfin předvedl i požární telegraf. Na to navštívila škola velkozávod barona Ringhoffera. Účastníci byli uvítáni sborem továrním a pozdraveni velitelem p. inženýrem Pohnětalem. Na nádvoří též případně odděvil správce běhu pan A. Seidl. Následovala prohlídka bezpečnostních zařízení a pak i dílen všech částí velkotováren. V čtvrtek odpoledne po praktických cvičeních zavedl pan ředitel hasičského běhu městský inženýr Vejdělek účastníky běhu do Národního divadla a městské spořitelny pražské. Při prohlídce prvého podal případná podrobná vysvětlení inženýr zemského výboru a inspektor divadla p. Skopec, při druhé stavitel a správce domu městské spořitelny pan Josef Říha. xyxy=(1014,1544,1485,1906)
section-title: Různé zprávy. xyxy=(188,740,390,775)
